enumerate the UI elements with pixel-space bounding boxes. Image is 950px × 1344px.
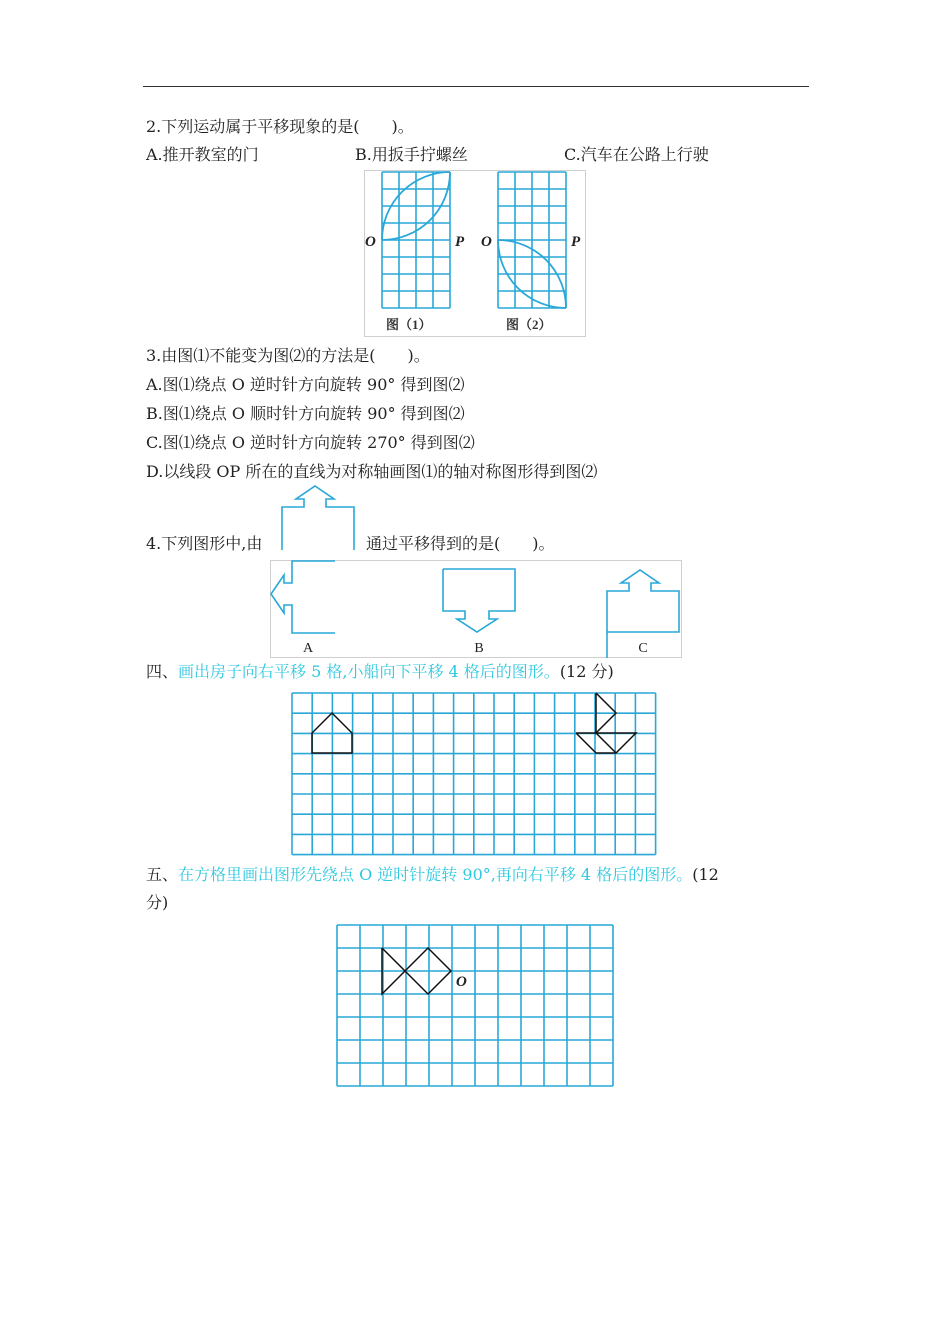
section-4-instruction: 画出房子向右平移 5 格,小船向下平移 4 格后的图形。 [178, 662, 560, 681]
q4-reference-shape [281, 485, 356, 551]
q4-stem-after: 通过平移得到的是( )。 [366, 534, 555, 553]
caption-figure-2: 图（2） [506, 317, 552, 332]
q2-option-b: B.用扳手拧螺丝 [355, 145, 468, 164]
q3-option-a: A.图⑴绕点 O 逆时针方向旋转 90° 得到图⑵ [146, 375, 465, 394]
label-o-1: O [365, 234, 376, 250]
section-5-instruction: 在方格里画出图形先绕点 O 逆时针旋转 90°,再向右平移 4 格后的图形。 [178, 865, 693, 884]
section-4-heading [146, 662, 614, 682]
grid-lines [337, 925, 613, 1086]
label-p-2: P [571, 234, 581, 250]
choice-b-label: B [474, 641, 484, 656]
translation-grid [291, 691, 660, 857]
section-5-heading [146, 865, 719, 885]
q4-stem-before: 4.下列图形中,由 [146, 534, 263, 553]
grid-lines [292, 693, 656, 855]
section-5-score-part1: (12 [692, 865, 719, 884]
section-4-score: (12 分) [559, 662, 614, 681]
q4-choices-figure [270, 560, 682, 658]
choice-c-label: C [638, 641, 648, 656]
q2-option-c: C.汽车在公路上行驶 [564, 145, 709, 164]
q3-option-c: C.图⑴绕点 O 逆时针方向旋转 270° 得到图⑵ [146, 433, 475, 452]
rotation-figure [364, 170, 586, 337]
rotation-grid [336, 924, 615, 1090]
q3-option-d: D.以线段 OP 所在的直线为对称轴画图⑴的轴对称图形得到图⑵ [146, 462, 598, 481]
label-o-2: O [481, 234, 492, 250]
section-5-number: 五、 [146, 865, 179, 884]
label-p-1: P [455, 234, 465, 250]
choice-a-label: A [302, 641, 314, 656]
boat-shape [576, 693, 636, 753]
q2-option-a: A.推开教室的门 [146, 145, 259, 164]
section-5-score-part2: 分) [146, 893, 169, 912]
section-4-number: 四、 [146, 662, 179, 681]
q3-stem: 3.由图⑴不能变为图⑵的方法是( )。 [146, 346, 430, 365]
header-rule [143, 86, 809, 87]
q2-stem: 2.下列运动属于平移现象的是( )。 [146, 117, 414, 136]
q3-option-b: B.图⑴绕点 O 顺时针方向旋转 90° 得到图⑵ [146, 404, 465, 423]
point-o-label: O [456, 974, 467, 990]
caption-figure-1: 图（1） [386, 317, 432, 332]
